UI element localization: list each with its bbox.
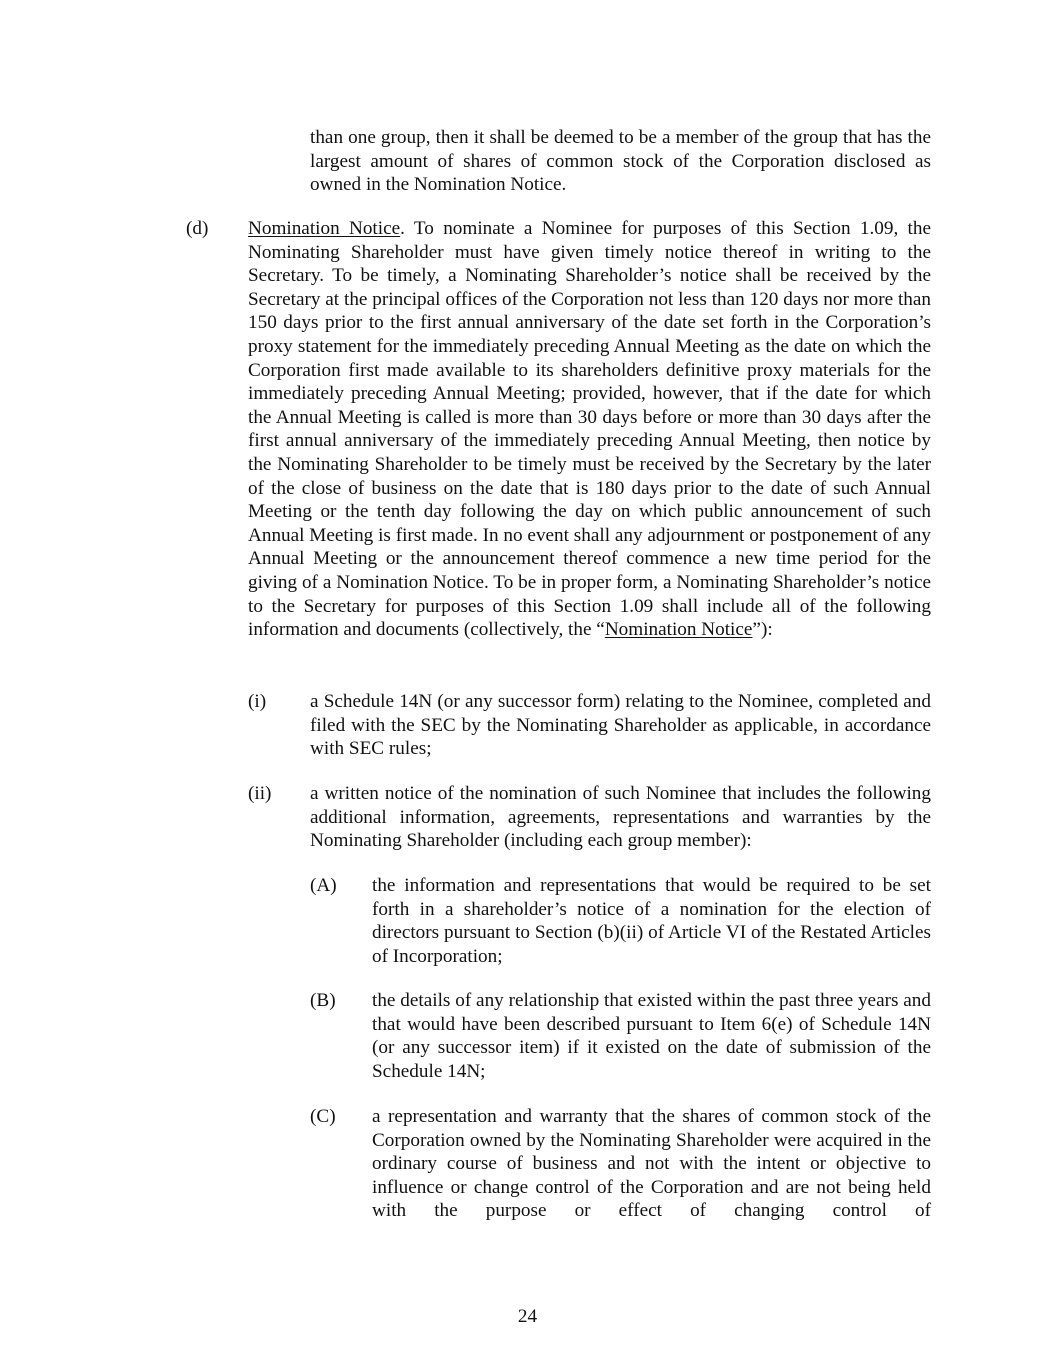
item-c-text: a representation and warranty that the shares of common stock of the Corporation owned by the Nominating Shareholder were acquired in the ordinary course of business and not with the intent or objective to influence or change control of the Corporation and are not being held with the purpose or effect of changing control of (372, 1106, 931, 1222)
section-d-paragraph (248, 217, 931, 642)
item-i-paragraph (310, 690, 931, 761)
item-b-marker: (B) (310, 990, 336, 1011)
item-c-marker: (C) (310, 1106, 336, 1127)
item-b-text: the details of any relationship that existed within the past three years and that would have been described pursuant to Item 6(e) of Schedule 14N (or any successor item) if it existed on the date of submission of the Schedule 14N; (372, 990, 931, 1082)
item-ii-marker: (ii) (248, 783, 272, 804)
section-d-marker: (d) (186, 218, 209, 239)
item-a-paragraph (372, 874, 931, 968)
item-ii-text: a written notice of the nomination of such Nominee that includes the following additional information, agreements, representations and warranties by the Nominating Shareholder (including each group member): (310, 783, 931, 852)
section-d-closing: ”): (752, 619, 773, 641)
item-ii-paragraph (310, 782, 931, 853)
section-d-heading: Nomination Notice (248, 218, 401, 239)
defined-term-nomination-notice: Nomination Notice (604, 619, 753, 641)
continuation-paragraph (310, 126, 931, 197)
item-a-marker: (A) (310, 875, 337, 896)
section-d-body: . To nominate a Nominee for purposes of this Section 1.09, the Nominating Shareholder must have given timely notice thereof in writing to the Secretary. To be timely, a Nominating Shareholder’s notice shall be received by the Secretary at the principal offices of the Corporation not less than 120 days nor more than 150 days prior to the first annual anniversary of the date set forth in the Corporation’s proxy statement for the immediately preceding Annual Meeting as the date on which the Corporation first made available to its shareholders definitive proxy materials for the immediately preceding Annual Meeting; provided, however, that if the date for which the Annual Meeting is called is more than 30 days before or more than 30 days after the first annual anniversary of the immediately preceding Annual Meeting, then notice by the Nominating Shareholder to be timely must be received by the Secretary by the later of the close of business on the date that is 180 days prior to the date of such Annual Meeting or the tenth day following the day on which public announcement of such Annual Meeting is first made. In no event shall any adjournment or postponement of any Annual Meeting or the announcement thereof commence a new time period for the giving of a Nomination Notice. To be in proper form, a Nominating Shareholder’s notice to the Secretary for purposes of this Section 1.09 shall include all of the following information and documents (collectively, the “ (248, 218, 931, 641)
item-c-paragraph (372, 1105, 931, 1223)
continuation-text: than one group, then it shall be deemed to be a member of the group that has the largest amount of shares of common stock of the Corporation disclosed as owned in the Nomination Notice. (310, 127, 931, 196)
item-i-text: a Schedule 14N (or any successor form) relating to the Nominee, completed and filed with the SEC by the Nominating Shareholder as applicable, in accordance with SEC rules; (310, 691, 931, 760)
item-i-marker: (i) (248, 691, 267, 712)
page-number: 24 (517, 1306, 538, 1327)
item-a-text: the information and representations that would be required to be set forth in a shareholder’s notice of a nomination for the election of directors pursuant to Section (b)(ii) of Article VI of the Restated Articles of Incorporation; (372, 875, 931, 967)
item-b-paragraph (372, 989, 931, 1083)
